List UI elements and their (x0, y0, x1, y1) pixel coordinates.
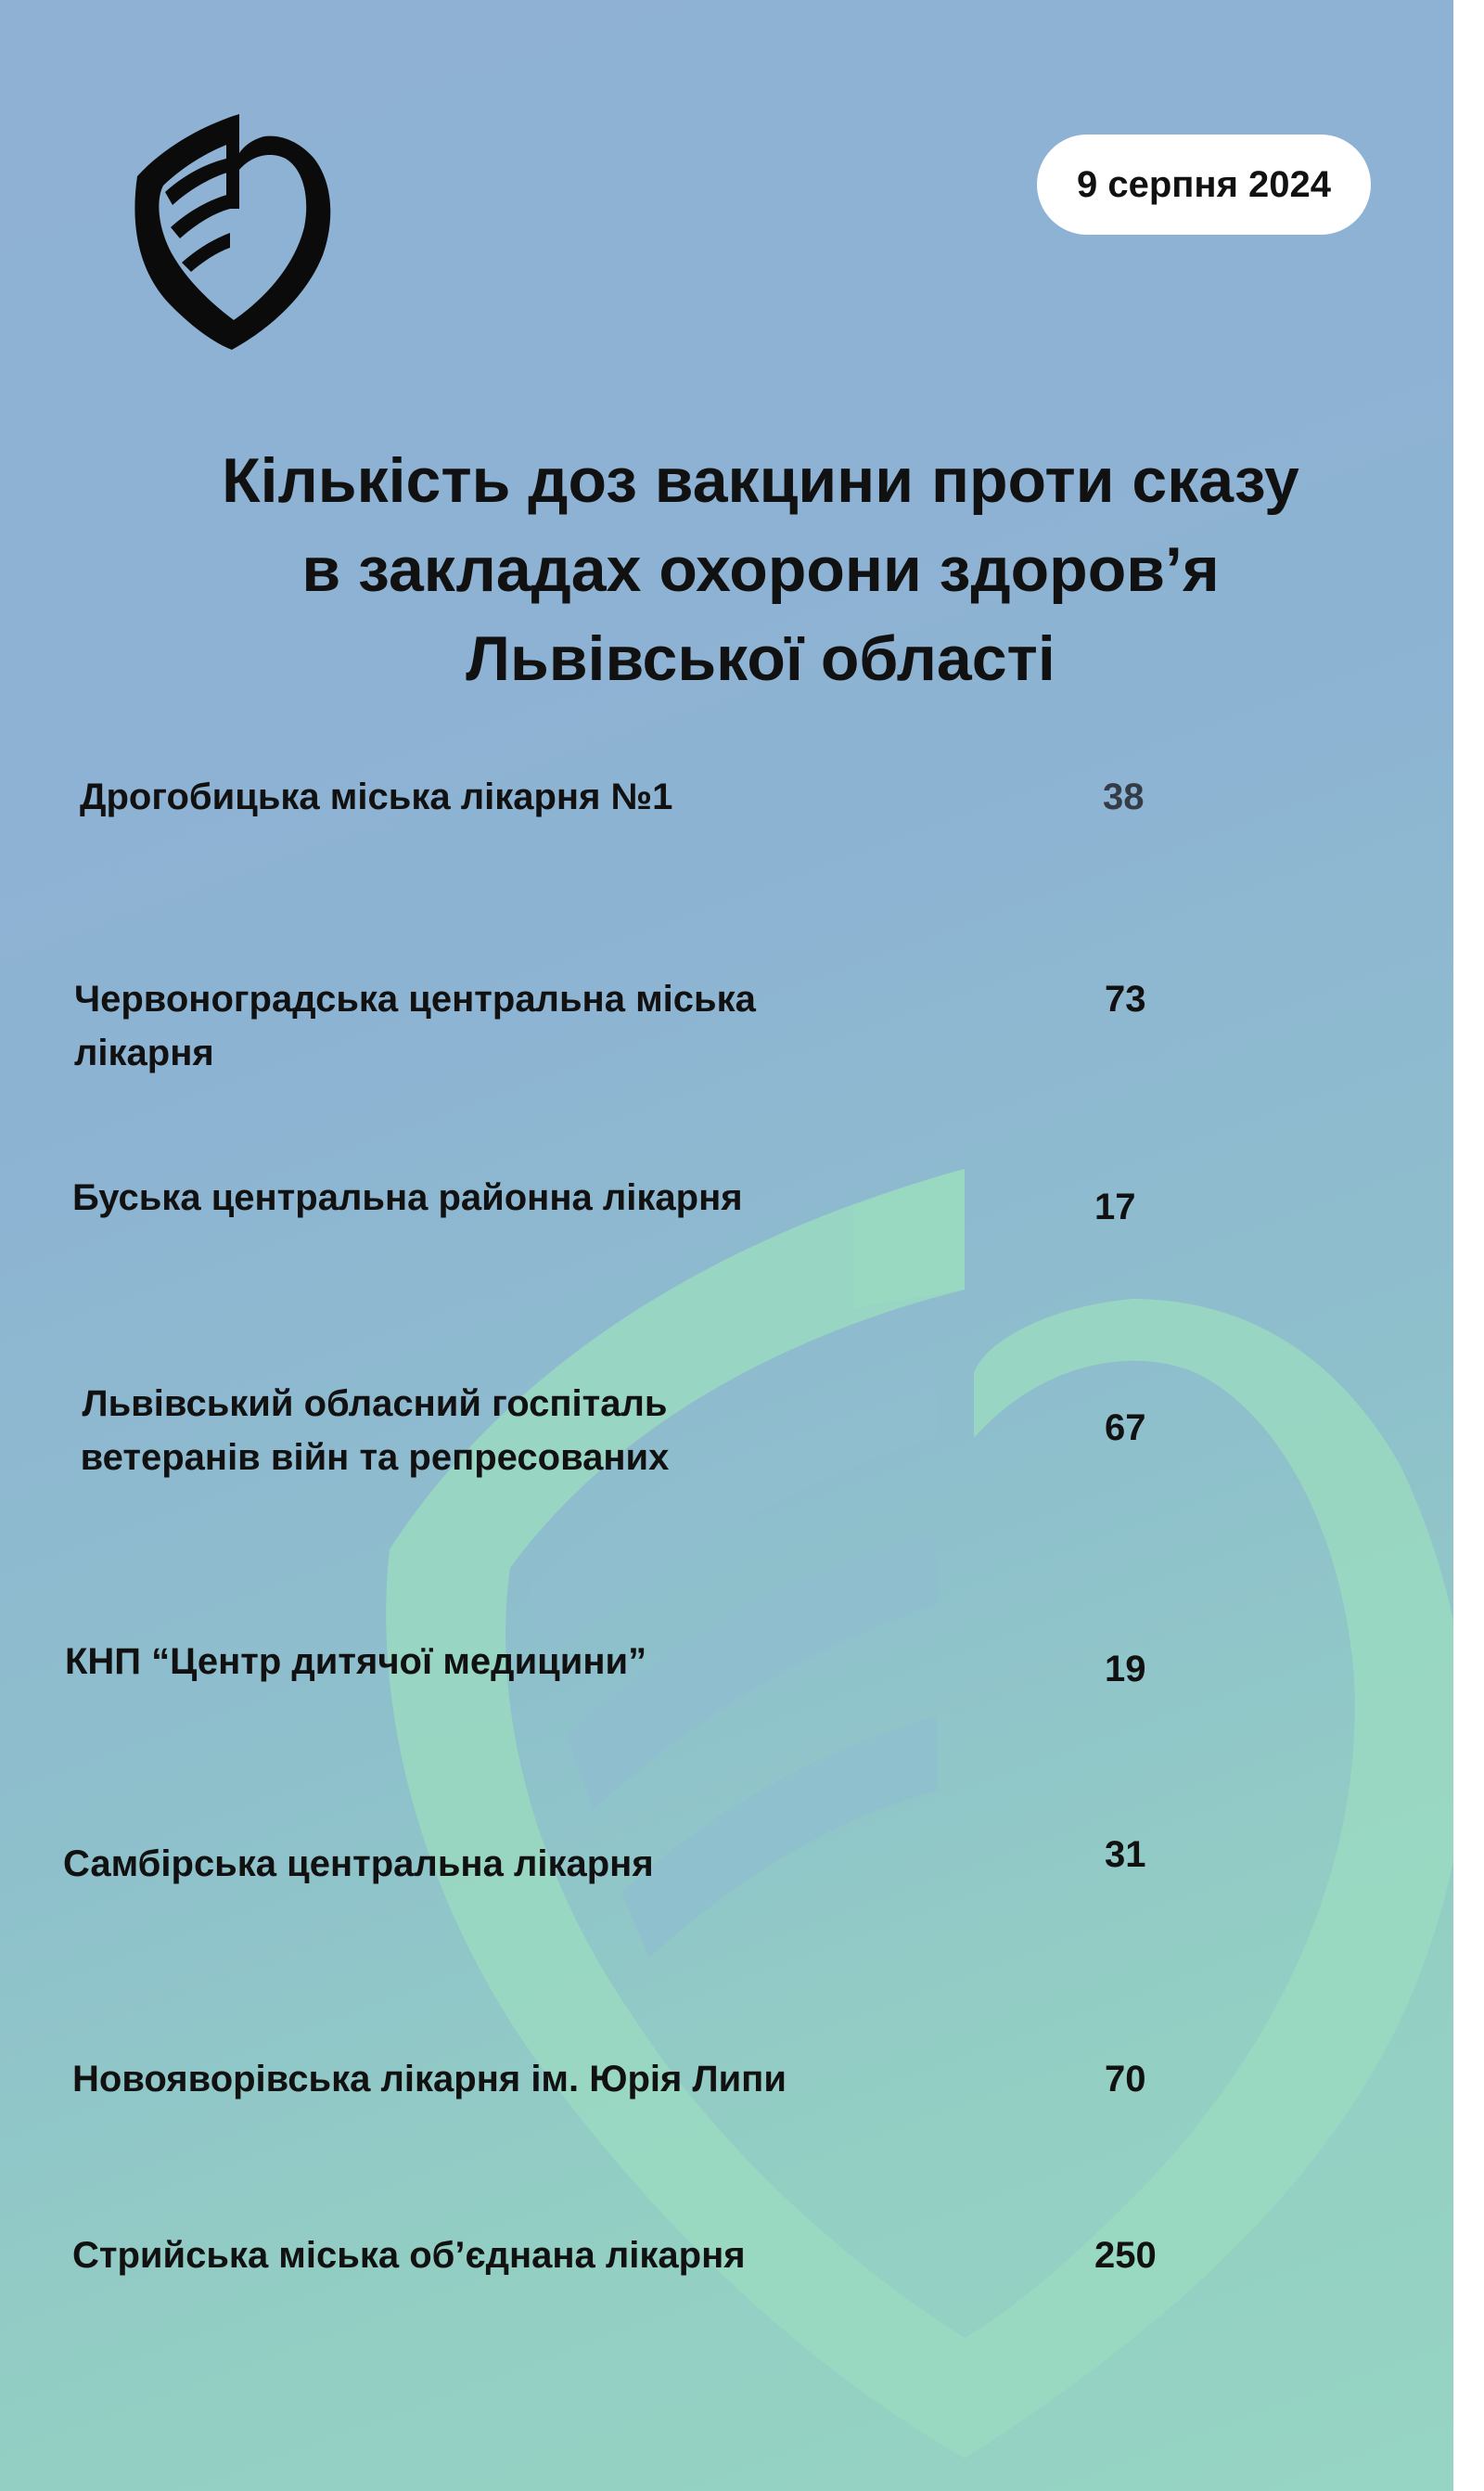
dose-count: 31 (1105, 1834, 1146, 1875)
date-text: 9 серпня 2024 (1076, 163, 1332, 205)
hospital-name: Стрийська міська об’єднана лікарня (72, 2235, 746, 2276)
date-badge (1037, 135, 1371, 235)
page-title (139, 436, 1382, 703)
shield-heart-logo-icon (130, 107, 334, 353)
hospital-name: Дрогобицька міська лікарня №1 (80, 777, 673, 817)
dose-count: 38 (1103, 777, 1145, 817)
title-line-2: в закладах охорони здоров’я (301, 534, 1220, 605)
page-margin (1453, 0, 1484, 2491)
hospital-name: Новояворівська лікарня ім. Юрія Липи (72, 2059, 787, 2099)
hospital-name: КНП “Центр дитячої медицини” (65, 1641, 647, 1682)
dose-count: 70 (1105, 2059, 1146, 2099)
dose-count: 19 (1105, 1649, 1146, 1689)
title-line-3: Львівської області (466, 623, 1055, 694)
dose-count: 73 (1105, 979, 1146, 1020)
hospital-name: Львівський обласний госпіталь ветеранів війн та репресованих (80, 1383, 670, 1478)
hospital-name: Буська центральна районна лікарня (72, 1177, 743, 1218)
title-line-1: Кількість доз вакцини проти сказу (222, 445, 1299, 516)
dose-count: 250 (1094, 2235, 1157, 2276)
dose-count: 67 (1105, 1407, 1146, 1448)
dose-count: 17 (1094, 1187, 1136, 1227)
hospital-name: Червоноградська центральна міська лікарня (74, 979, 756, 1073)
hospital-name: Самбірська центральна лікарня (63, 1843, 654, 1884)
